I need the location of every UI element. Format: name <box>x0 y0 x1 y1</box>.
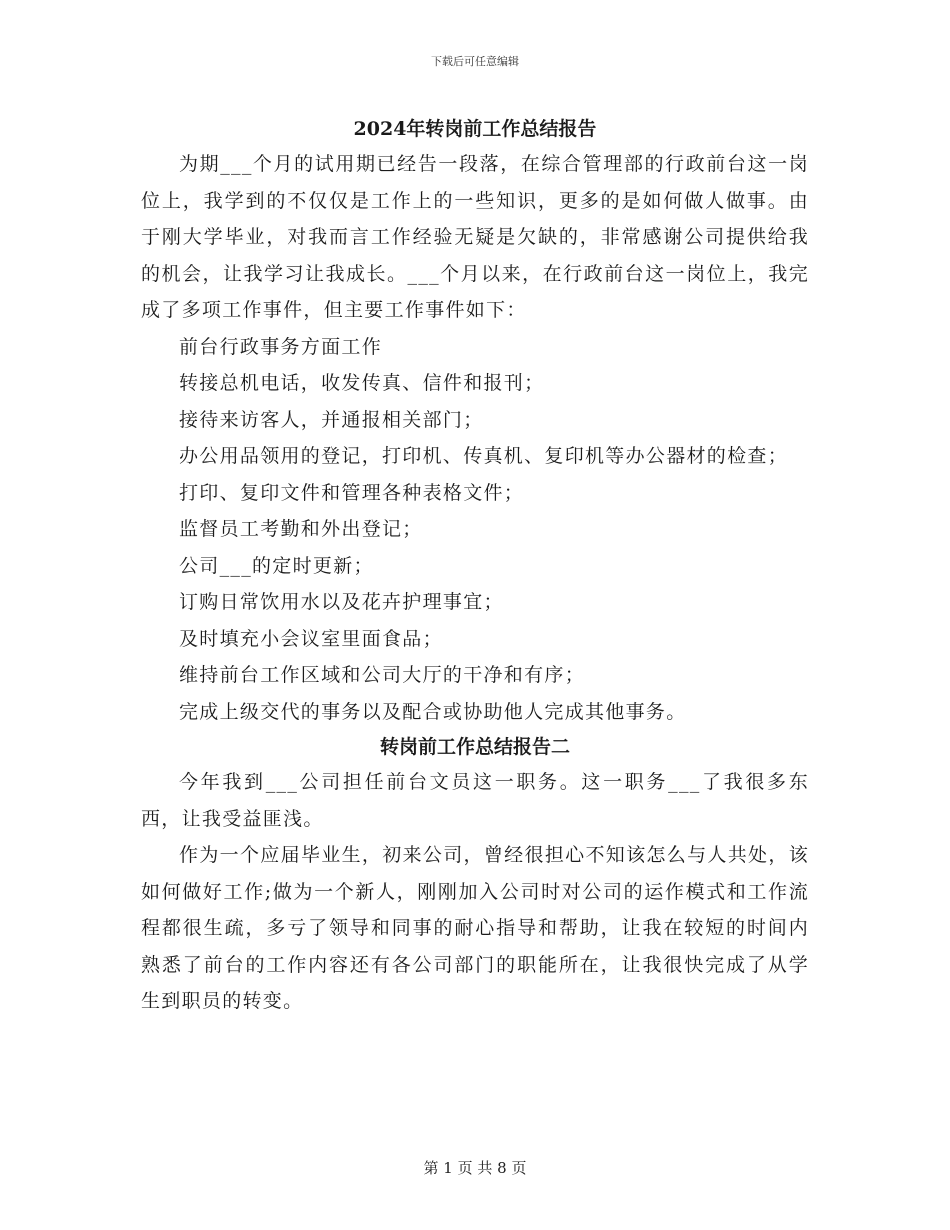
header-note: 下载后可任意编辑 <box>431 55 519 68</box>
list-item: 订购日常饮用水以及花卉护理事宜； <box>179 591 504 613</box>
page-footer: 第 1 页 共 8 页 <box>423 1159 527 1177</box>
list-item: 前台行政事务方面工作 <box>179 335 383 358</box>
paragraph: 作为一个应届毕业生，初来公司，曾经很担心不知该怎么与人共处，该如何做好工作;做为一个新人，刚刚加入公司时对公司的运作模式和工作流程都很生疏，多亏了领导和同事的耐心指导和帮助，让我在较短的时间内熟悉了前台的工作内容还有各公司部门的职能所在，让我很快完成了从学生到职员的转变。 <box>141 844 809 1012</box>
document-title: 2024年转岗前工作总结报告 <box>353 118 597 140</box>
document-body <box>141 112 809 1020</box>
list-item: 监督员工考勤和外出登记； <box>179 518 423 540</box>
paragraph: 为期___个月的试用期已经告一段落，在综合管理部的行政前台这一岗位上，我学到的不仅仅是工作上的一些知识，更多的是如何做人做事。由于刚大学毕业，对我而言工作经验无疑是欠缺的，非常感谢公司提供给我的机会，让我学习让我成长。___个月以来，在行政前台这一岗位上，我完成了多项工作事件，但主要工作事件如下： <box>141 153 809 321</box>
list-item: 及时填充小会议室里面食品； <box>179 627 443 650</box>
list-item: 维持前台工作区域和公司大厅的干净和有序； <box>179 664 586 686</box>
list-item: 公司___的定时更新； <box>179 554 374 577</box>
list-item: 打印、复印文件和管理各种表格文件； <box>179 481 525 504</box>
list-item: 完成上级交代的事务以及配合或协助他人完成其他事务。 <box>179 700 687 723</box>
list-item: 转接总机电话，收发传真、信件和报刊； <box>179 372 545 394</box>
list-item: 接待来访客人，并通报相关部门； <box>179 408 484 431</box>
paragraph: 今年我到___公司担任前台文员这一职务。这一职务___了我很多东西，让我受益匪浅。 <box>141 771 809 830</box>
section-title: 转岗前工作总结报告二 <box>379 736 570 758</box>
list-item: 办公用品领用的登记，打印机、传真机、复印机等办公器材的检查； <box>179 445 789 467</box>
